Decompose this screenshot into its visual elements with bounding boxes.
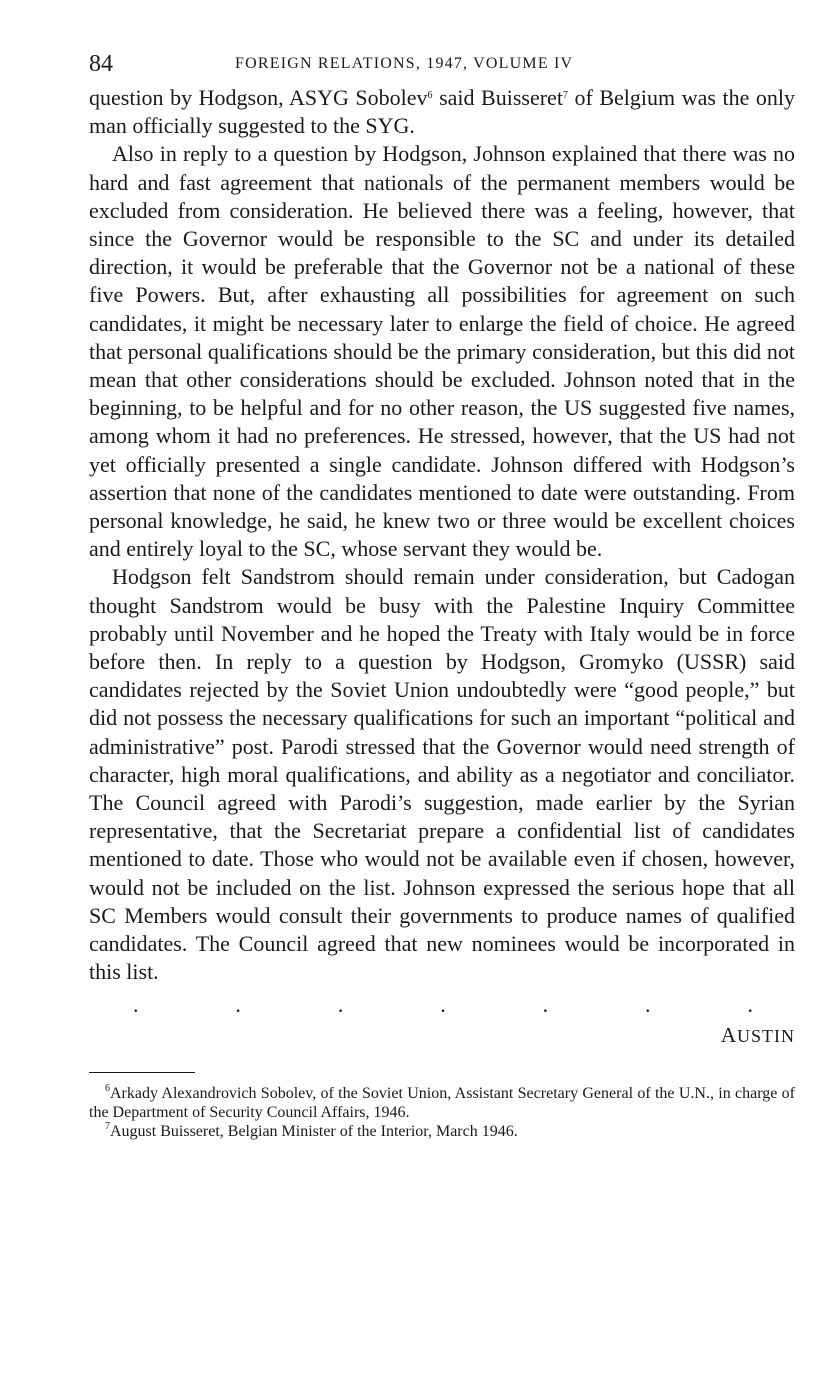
page-header [89,50,795,84]
paragraph-1-part-b: said Buisseret [432,85,563,110]
paragraph-2: Also in reply to a question by Hodgson, Johnson explained that there was no hard and fast agreement that nationals of the permanent members would be excluded from consideration. He believed there was a feeling, however, that since the Governor would be responsible to the SC and under its detailed direction, it would be preferable that the Governor not be a national of these five Powers. But, after exhausting all possibilities for agreement on such candidates, it might be necessary later to enlarge the field of choice. He agreed that personal qualifications should be the primary consideration, but this did not mean that other considerations should be excluded. Johnson noted that in the beginning, to be helpful and for no other reason, the US suggested five names, among whom it had no preferences. He stressed, however, that the US had not yet officially presented a single candidate. Johnson differed with Hodgson’s assertion that none of the candidates mentioned to date were outstanding. From personal knowledge, he said, he knew two or three would be excellent choices and entirely loyal to the SC, whose servant they would be. [89,141,795,562]
paragraph-1-part-a: question by Hodgson, ASYG Sobolev [89,85,428,110]
ellipsis-dot: . [645,991,651,1017]
body-text [89,84,795,987]
footnote-7 [89,1122,795,1141]
ellipsis-dot: . [133,991,139,1017]
footnote-marker-6: 6 [105,1082,110,1094]
ellipsis-dot: . [235,991,241,1017]
footnotes [89,1084,795,1141]
signature-initial: A [720,1022,737,1047]
paragraph-1 [89,84,795,140]
footnote-6-text: Arkady Alexandrovich Sobolev, of the Soviet Union, Assistant Secretary General of the U.N., in charge of the Department of Security Council Affairs, 1946. [89,1084,795,1121]
footnote-separator [89,1072,195,1073]
footnote-marker-7: 7 [105,1120,110,1132]
paragraph-1-part-c: of Belgium was the only man officially suggested to the SYG. [89,85,795,139]
signature [89,1023,795,1048]
ellipsis-row [89,991,795,1017]
paragraph-3: Hodgson felt Sandstrom should remain under consideration, but Cadogan thought Sandstrom would be busy with the Palestine Inquiry Committee probably until November and he hoped the Treaty with Italy would be in force before then. In reply to a question by Hodgson, Gromyko (USSR) said candidates rejected by the Soviet Union undoubtedly were “good people,” but did not possess the necessary qualifications for such an important “political and administrative” post. Parodi stressed that the Governor would need strength of character, high moral qualifications, and ability as a negotiator and conciliator. The Council agreed with Parodi’s suggestion, made earlier by the Syrian representative, that the Secretariat prepare a confidential list of candidates mentioned to date. Those who would not be available even if chosen, however, would not be included on the list. Johnson expressed the serious hope that all SC Members would consult their governments to produce names of qualified candidates. The Council agreed that new nominees would be incorporated in this list. [89,564,795,985]
ellipsis-dot: . [440,991,446,1017]
page-number: 84 [89,51,113,77]
footnote-6 [89,1084,795,1122]
footnote-7-text: August Buisseret, Belgian Minister of the Interior, March 1946. [110,1122,518,1140]
signature-rest: USTIN [737,1025,795,1046]
running-head: FOREIGN RELATIONS, 1947, VOLUME IV [235,55,574,72]
ellipsis-dot: . [542,991,549,1017]
footnote-ref-7[interactable]: 7 [562,90,568,101]
document-page [89,50,795,1141]
ellipsis-dot: . [337,991,344,1017]
ellipsis-dot: . [747,991,753,1017]
footnote-ref-6[interactable]: 6 [427,90,433,101]
